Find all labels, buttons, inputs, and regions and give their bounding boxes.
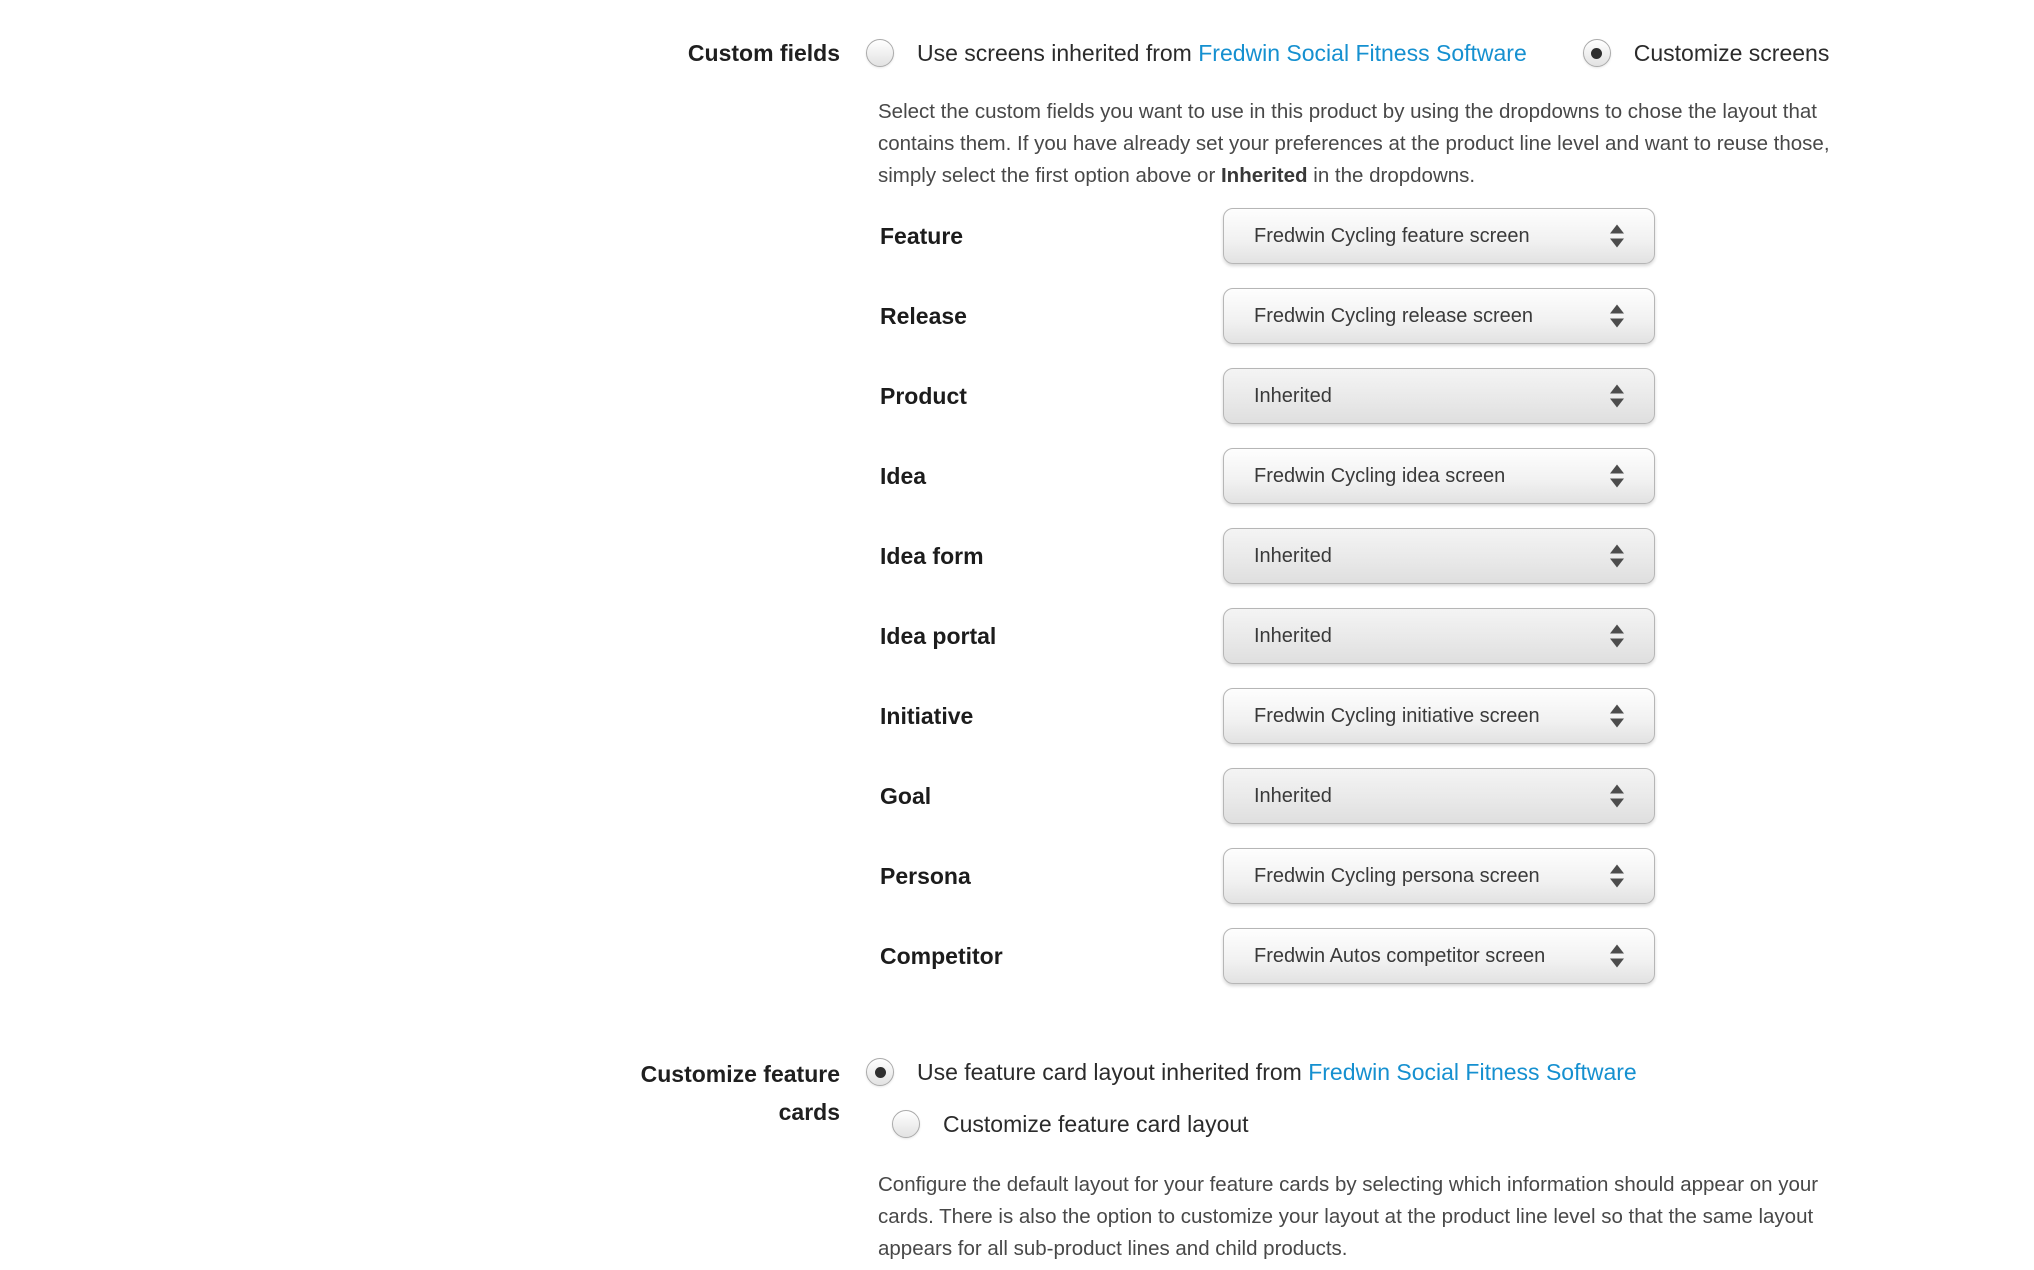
select-value: Fredwin Cycling idea screen	[1254, 464, 1506, 487]
initiative-screen-select[interactable]	[1223, 688, 1655, 744]
idea-form-label: Idea form	[880, 542, 984, 569]
description-line: Configure the default layout for your feature cards by selecting which information should appear on your	[878, 1173, 1819, 1196]
competitor-label: Competitor	[880, 942, 1003, 969]
description-line: Select the custom fields you want to use in this product by using the dropdowns to chose the layout that	[878, 100, 1817, 123]
select-stepper-icon	[1610, 705, 1624, 728]
product-line-link[interactable]: Fredwin Social Fitness Software	[1308, 1058, 1637, 1085]
release-screen-select[interactable]	[1223, 288, 1655, 344]
customize-feature-cards-label: Customize feature cards	[640, 1061, 840, 1125]
release-label: Release	[880, 302, 967, 329]
select-value: Fredwin Cycling feature screen	[1254, 224, 1530, 247]
description-line: contains them. If you have already set your preferences at the product line level and want to reuse those,	[878, 132, 1830, 155]
idea-portal-screen-row	[880, 608, 2034, 664]
select-stepper-icon	[1610, 865, 1624, 888]
select-stepper-icon	[1610, 945, 1624, 968]
use-inherited-card-layout-label: Use feature card layout inherited from Fredwin Social Fitness Software	[917, 1058, 1637, 1085]
idea-portal-label: Idea portal	[880, 622, 997, 649]
select-stepper-icon	[1610, 385, 1624, 408]
description-line: cards. There is also the option to customize your layout at the product line level so that the same layout	[878, 1205, 1814, 1228]
initiative-label: Initiative	[880, 702, 974, 729]
custom-fields-description	[866, 96, 2034, 192]
select-stepper-icon	[1610, 785, 1624, 808]
select-stepper-icon	[1610, 625, 1624, 648]
product-screen-select[interactable]	[1223, 368, 1655, 424]
persona-screen-select[interactable]	[1223, 848, 1655, 904]
feature-screen-row	[880, 208, 2034, 264]
select-value: Fredwin Cycling release screen	[1254, 304, 1534, 327]
idea-portal-screen-select[interactable]	[1223, 608, 1655, 664]
customize-screens-option[interactable]	[1583, 36, 1830, 70]
goal-screen-select[interactable]	[1223, 768, 1655, 824]
select-value: Fredwin Autos competitor screen	[1254, 944, 1546, 967]
initiative-screen-row	[880, 688, 2034, 744]
radio-icon[interactable]	[866, 1058, 894, 1086]
idea-form-screen-row	[880, 528, 2034, 584]
release-screen-row	[880, 288, 2034, 344]
idea-label: Idea	[880, 462, 927, 489]
feature-label: Feature	[880, 222, 964, 249]
select-value: Fredwin Cycling persona screen	[1254, 864, 1540, 887]
product-line-link[interactable]: Fredwin Social Fitness Software	[1198, 39, 1527, 66]
radio-icon[interactable]	[866, 39, 894, 67]
use-inherited-screens-label: Use screens inherited from Fredwin Social Fitness Software	[917, 39, 1527, 66]
idea-screen-select[interactable]	[1223, 448, 1655, 504]
select-value: Fredwin Cycling initiative screen	[1254, 704, 1540, 727]
select-value: Inherited	[1254, 784, 1332, 807]
radio-icon[interactable]	[892, 1110, 920, 1138]
idea-screen-row	[880, 448, 2034, 504]
idea-form-screen-select[interactable]	[1223, 528, 1655, 584]
select-stepper-icon	[1610, 465, 1624, 488]
feature-cards-description	[866, 1169, 2034, 1265]
customize-card-layout-option[interactable]	[892, 1107, 2034, 1141]
select-stepper-icon	[1610, 545, 1624, 568]
custom-fields-label: Custom fields	[687, 40, 840, 66]
select-value: Inherited	[1254, 544, 1332, 567]
product-label: Product	[880, 382, 967, 409]
use-inherited-screens-option[interactable]	[866, 36, 1527, 70]
select-stepper-icon	[1610, 305, 1624, 328]
select-value: Inherited	[1254, 624, 1332, 647]
description-line: simply select the first option above or Inherited in the dropdowns.	[878, 164, 1476, 187]
product-screen-row	[880, 368, 2034, 424]
use-inherited-card-layout-option[interactable]	[866, 1055, 2034, 1089]
persona-screen-row	[880, 848, 2034, 904]
customize-screens-label: Customize screens	[1633, 39, 1830, 66]
custom-fields-section	[0, 36, 2034, 1008]
persona-label: Persona	[880, 862, 971, 889]
feature-cards-section	[0, 1055, 2034, 1265]
select-stepper-icon	[1610, 225, 1624, 248]
goal-label: Goal	[880, 782, 932, 809]
customize-card-layout-label: Customize feature card layout	[943, 1110, 1249, 1137]
goal-screen-row	[880, 768, 2034, 824]
custom-fields-radio-group	[866, 36, 2034, 70]
feature-screen-select[interactable]	[1223, 208, 1655, 264]
description-line: appears for all sub-product lines and child products.	[878, 1237, 1348, 1260]
radio-icon[interactable]	[1583, 39, 1611, 67]
competitor-screen-select[interactable]	[1223, 928, 1655, 984]
screen-selection-form	[866, 208, 2034, 984]
competitor-screen-row	[880, 928, 2034, 984]
select-value: Inherited	[1254, 384, 1332, 407]
